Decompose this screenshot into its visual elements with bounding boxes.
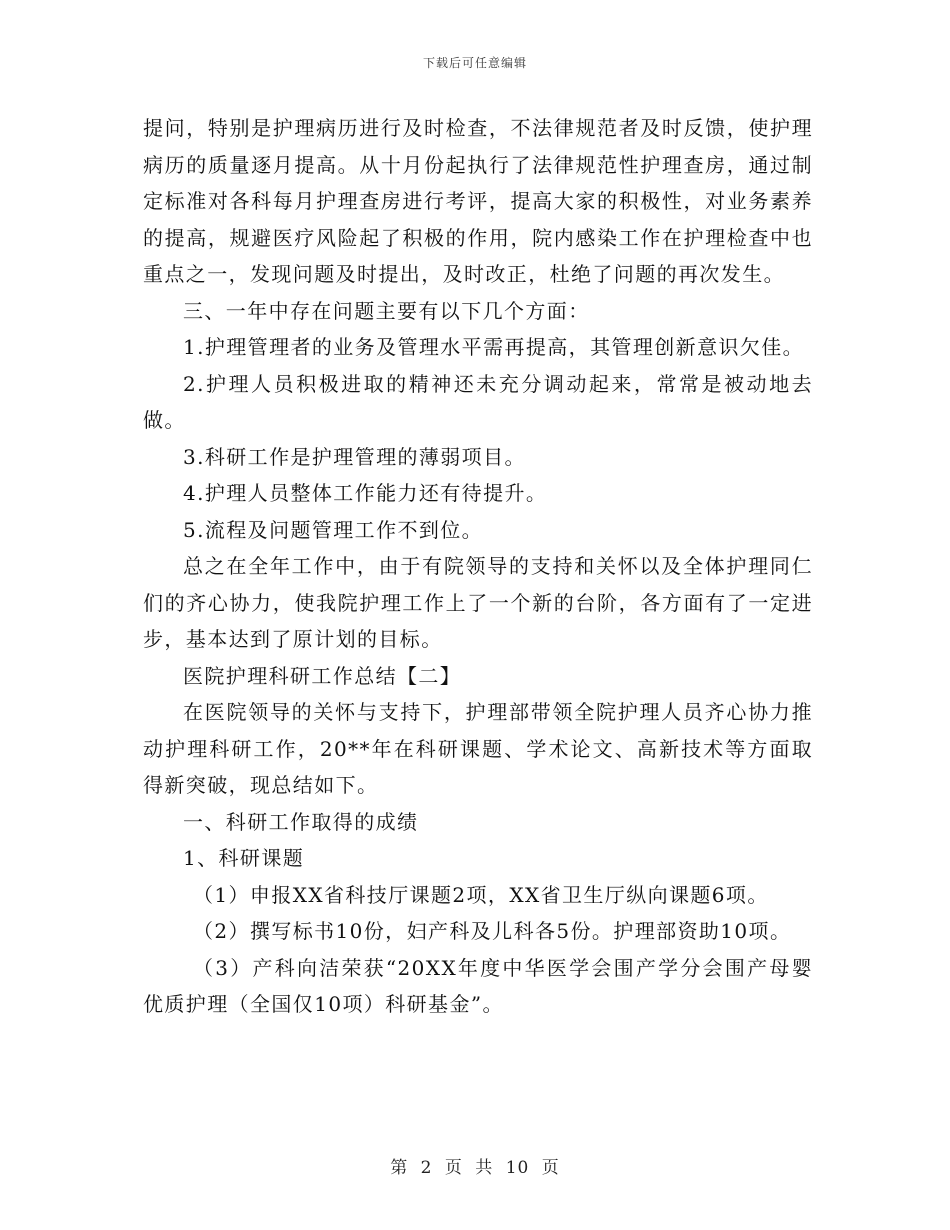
section-heading-problems: 三、一年中存在问题主要有以下几个方面： <box>183 298 590 323</box>
list-item-research-1: （1）申报XX省科技厅课题2项，XX省卫生厅纵向课题6项。 <box>193 882 769 907</box>
list-item-problem-3: 3.科研工作是护理管理的薄弱项目。 <box>183 444 526 469</box>
page-header-note: 下载后可任意编辑 <box>422 56 527 70</box>
section-title-part-two: 医院护理科研工作总结【二】 <box>183 663 462 688</box>
section-heading-achievements: 一、科研工作取得的成绩 <box>183 809 419 834</box>
list-item-problem-1: 1.护理管理者的业务及管理水平需再提高，其管理创新意识欠佳。 <box>183 335 805 359</box>
paragraph-summary: 总之在全年工作中，由于有院领导的支持和关怀以及全体护理同仁们的齐心协力，使我院护理工作上了一个新的台阶，各方面有了一定进步，基本达到了原计划的目标。 <box>143 554 813 651</box>
list-item-problem-2: 2.护理人员积极进取的精神还未充分调动起来，常常是被动地去做。 <box>143 371 813 432</box>
subsection-heading-research: 1、科研课题 <box>183 846 305 870</box>
list-item-problem-4: 4.护理人员整体工作能力还有待提升。 <box>183 481 548 505</box>
list-item-research-3: （3）产科向洁荣获“20XX年度中华医学会围产学分会围产母婴优质护理（全国仅10项）科研基金”。 <box>143 955 813 1016</box>
paragraph-1: 提问，特别是护理病历进行及时检查，不法律规范者及时反馈，使护理病历的质量逐月提高。从十月份起执行了法律规范性护理查房，通过制定标准对各科每月护理查房进行考评，提高大家的积极性，对业务素养的提高，规避医疗风险起了积极的作用，院内感染工作在护理检查中也重点之一，发现问题及时提出，及时改正，杜绝了问题的再次发生。 <box>143 116 813 286</box>
list-item-problem-5: 5.流程及问题管理工作不到位。 <box>183 517 484 542</box>
paragraph-intro: 在医院领导的关怀与支持下，护理部带领全院护理人员齐心协力推动护理科研工作，20**年在科研课题、学术论文、高新技术等方面取得新突破，现总结如下。 <box>143 700 813 797</box>
page-number-footer: 第 2 页 共 10 页 <box>390 1158 560 1178</box>
list-item-research-2: （2）撰写标书10份，妇产科及儿科各5份。护理部资助10项。 <box>193 919 792 943</box>
document-body <box>143 110 813 1023</box>
